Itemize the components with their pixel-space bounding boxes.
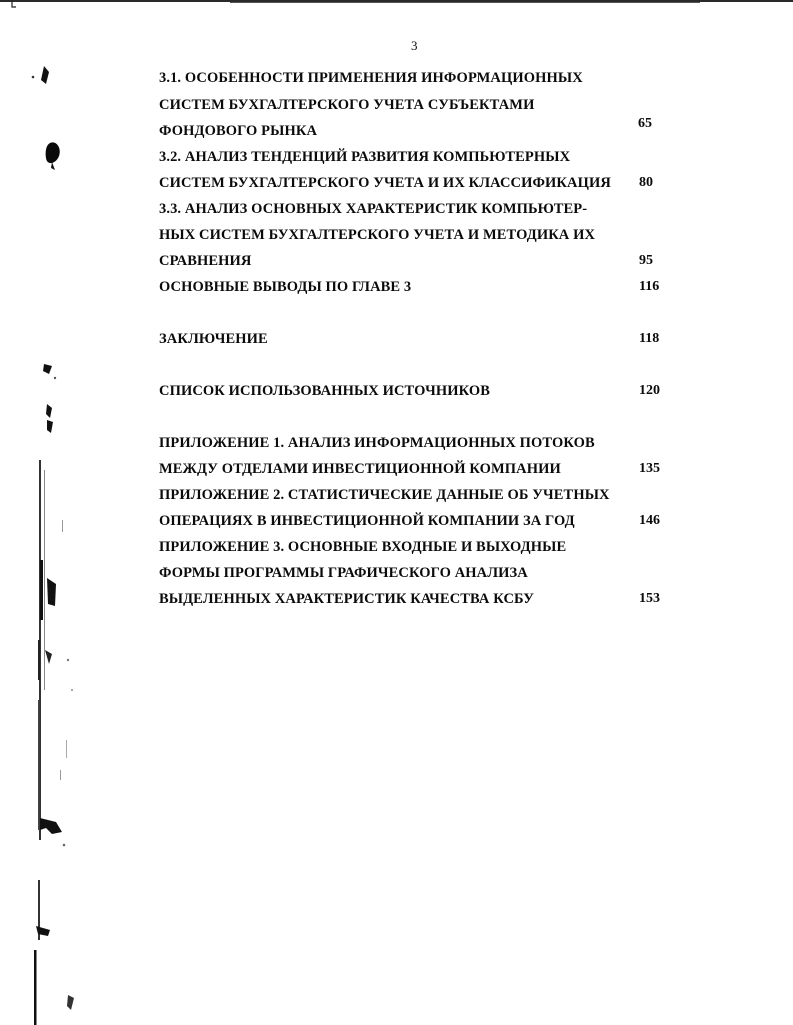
toc-page-number: 135 (639, 461, 660, 476)
scan-binding-edge (0, 0, 90, 1025)
toc-page-number: 116 (639, 279, 660, 294)
toc-entry-appendix-3-line-3[interactable]: ВЫДЕЛЕННЫХ ХАРАКТЕРИСТИК КАЧЕСТВА КСБУ (159, 591, 534, 607)
toc-page-number: 120 (639, 383, 660, 398)
page-number: 3 (411, 38, 418, 53)
toc-entry-appendix-3-line-1[interactable]: ПРИЛОЖЕНИЕ 3. ОСНОВНЫЕ ВХОДНЫЕ И ВЫХОДНЫЕ (159, 539, 567, 555)
toc-entry-3-2-line-2[interactable]: СИСТЕМ БУХГАЛТЕРСКОГО УЧЕТА И ИХ КЛАССИФИКАЦИЯ (159, 175, 611, 191)
toc-entry-3-2-line-1[interactable]: 3.2. АНАЛИЗ ТЕНДЕНЦИЙ РАЗВИТИЯ КОМПЬЮТЕРНЫХ (159, 149, 571, 165)
toc-page-number: 95 (639, 253, 653, 268)
toc-entry-conclusions-ch3[interactable]: ОСНОВНЫЕ ВЫВОДЫ ПО ГЛАВЕ 3 (159, 279, 412, 295)
toc-page-number: 118 (639, 331, 660, 346)
toc-entry-conclusion[interactable]: ЗАКЛЮЧЕНИЕ (159, 331, 268, 347)
toc-entry-3-1-line-2[interactable]: СИСТЕМ БУХГАЛТЕРСКОГО УЧЕТА СУБЪЕКТАМИ (159, 97, 535, 113)
toc-entry-3-1-line-1[interactable]: 3.1. ОСОБЕННОСТИ ПРИМЕНЕНИЯ ИНФОРМАЦИОННЫХ (159, 70, 583, 86)
toc-page-number: 80 (639, 175, 653, 190)
toc-page-number: 146 (639, 513, 660, 528)
toc-entry-appendix-2-line-2[interactable]: ОПЕРАЦИЯХ В ИНВЕСТИЦИОННОЙ КОМПАНИИ ЗА ГОД (159, 513, 575, 529)
toc-page-number: 153 (639, 591, 660, 606)
toc-entry-3-3-line-3[interactable]: СРАВНЕНИЯ (159, 253, 252, 269)
toc-page-number: 65 (638, 116, 652, 131)
toc-entry-appendix-1-line-1[interactable]: ПРИЛОЖЕНИЕ 1. АНАЛИЗ ИНФОРМАЦИОННЫХ ПОТОКОВ (159, 435, 595, 451)
toc-entry-3-3-line-1[interactable]: 3.3. АНАЛИЗ ОСНОВНЫХ ХАРАКТЕРИСТИК КОМПЬЮТЕР- (159, 201, 588, 217)
toc-entry-references[interactable]: СПИСОК ИСПОЛЬЗОВАННЫХ ИСТОЧНИКОВ (159, 383, 491, 399)
toc-entry-3-1-line-3[interactable]: ФОНДОВОГО РЫНКА (159, 123, 318, 139)
toc-entry-appendix-1-line-2[interactable]: МЕЖДУ ОТДЕЛАМИ ИНВЕСТИЦИОННОЙ КОМПАНИИ (159, 461, 561, 477)
toc-entry-3-3-line-2[interactable]: НЫХ СИСТЕМ БУХГАЛТЕРСКОГО УЧЕТА И МЕТОДИКА ИХ (159, 227, 596, 243)
toc-entry-appendix-2-line-1[interactable]: ПРИЛОЖЕНИЕ 2. СТАТИСТИЧЕСКИЕ ДАННЫЕ ОБ УЧЕТНЫХ (159, 487, 610, 503)
toc-entry-appendix-3-line-2[interactable]: ФОРМЫ ПРОГРАММЫ ГРАФИЧЕСКОГО АНАЛИЗА (159, 565, 528, 581)
scan-top-border-secondary (230, 2, 700, 3)
